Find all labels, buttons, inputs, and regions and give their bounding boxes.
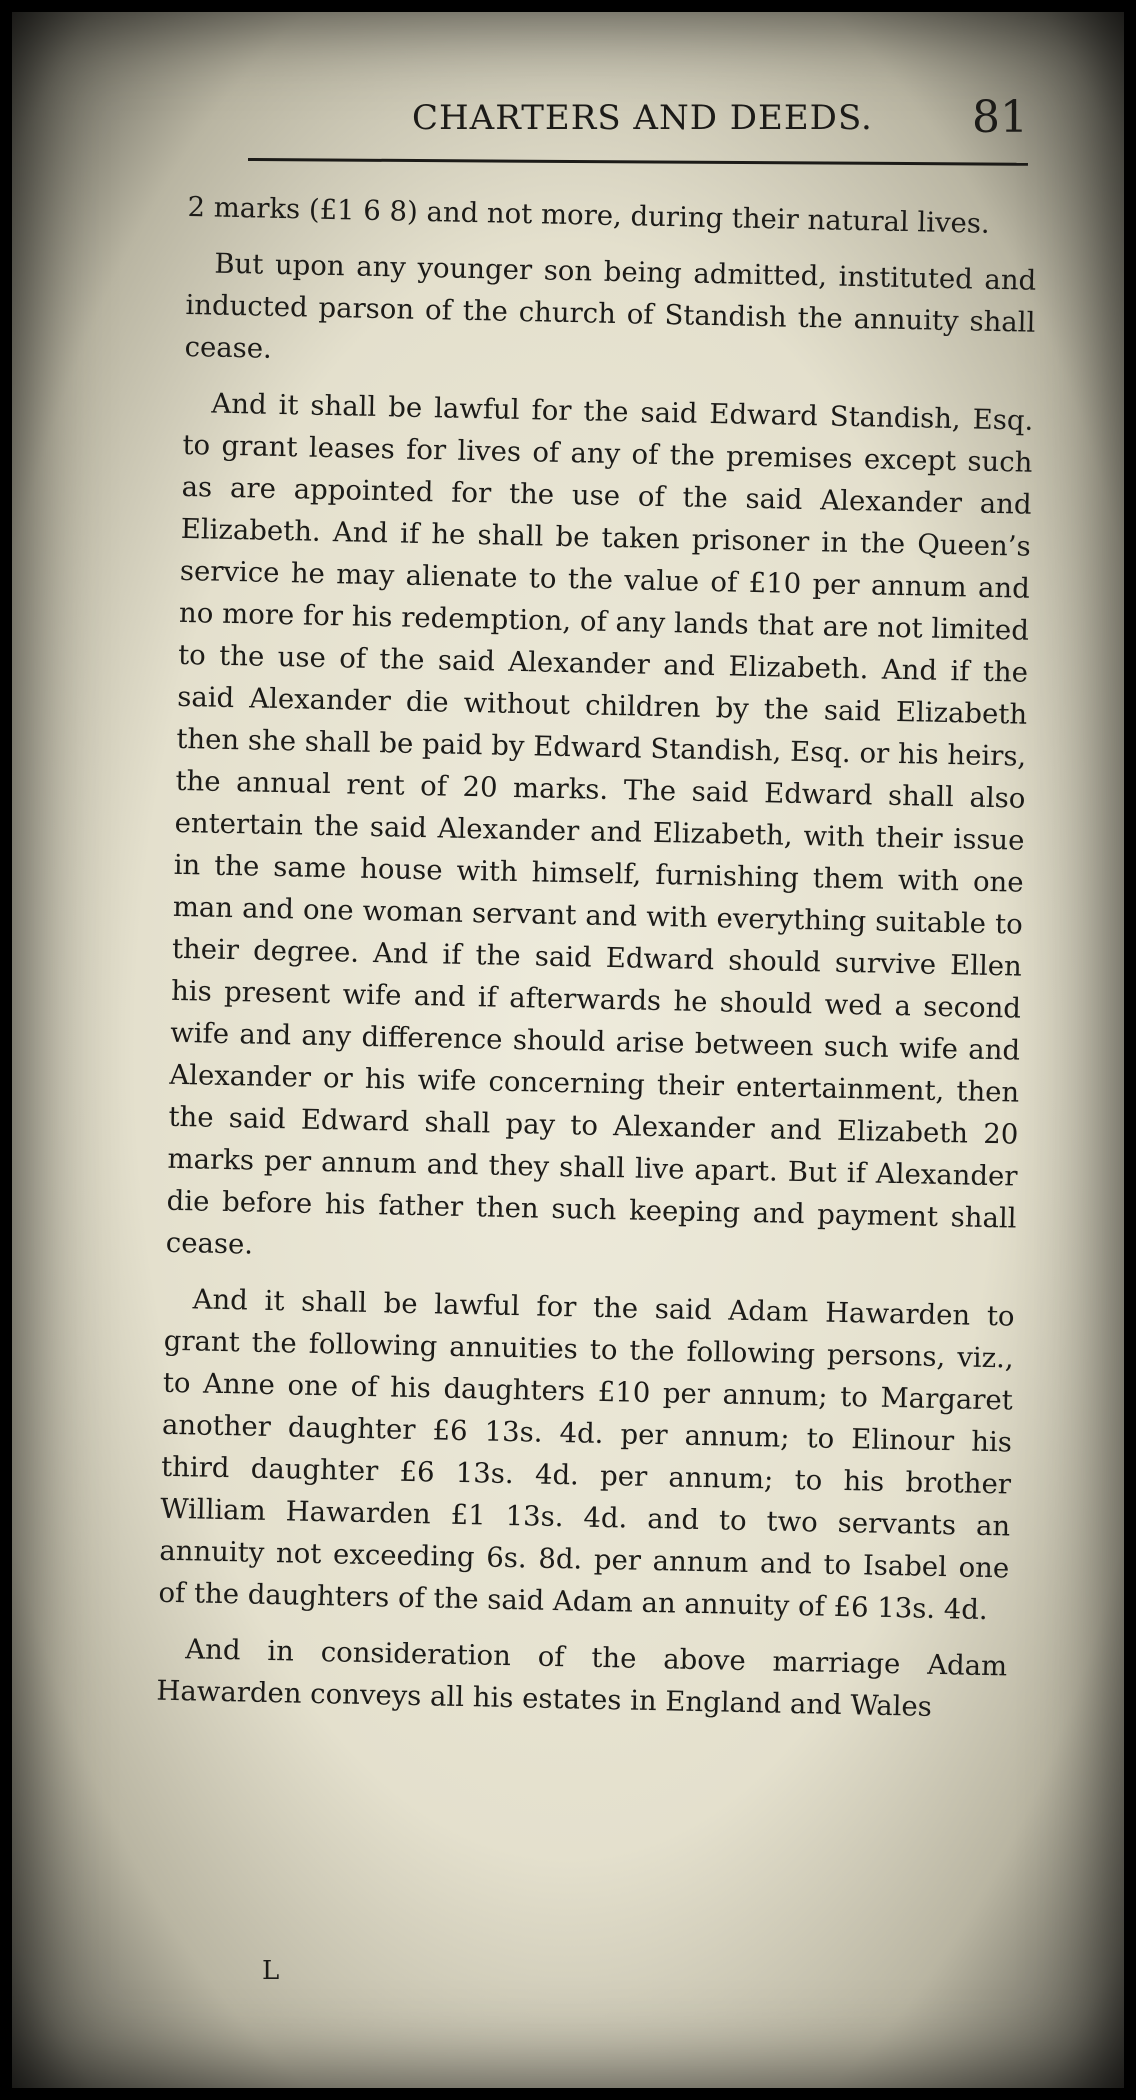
paragraph: And it shall be lawful for the said Edward Standish, Esq. to grant leases for lives of any of the premises except such as are appointed for the use of the said Alexander and Elizabeth. And if he shall be taken prisoner in the Queen’s service he may alienate to the value of £10 per annum and no more for his redemption, of any lands that are not limited to the use of the said Alexander and Elizabeth. And if the said Alexander die without children by the said Elizabeth then she shall be paid by Edward Standish, Esq. or his heirs, the annual rent of 20 marks. The said Edward shall also entertain the said Alexander and Elizabeth, with their issue in the same house with himself, furnishing them with one man and one woman servant and with everything suitable to their degree. And if the said Edward should survive Ellen his present wife and if afterwards he should wed a second wife and any difference should arise between such wife and Alexander or his wife concerning their entertainment, then the said Edward shall pay to Alexander and Elizabeth 20 marks per annum and they shall live apart. But if Alexander die before his father then such keeping and payment shall cease. — [165, 387, 1034, 1261]
body-text — [156, 186, 1038, 1743]
paragraph: But upon any younger son being admitted, instituted and inducted parson of the church of Standish the annuity shall cease. — [184, 247, 1037, 365]
page-frame — [12, 12, 1124, 2088]
header-rule — [248, 158, 1028, 166]
page-number: 81 — [972, 92, 1028, 143]
paragraph: 2 marks (£1 6 8) and not more, during their natural lives. — [187, 190, 991, 240]
book-page — [12, 12, 1124, 2088]
running-title: CHARTERS AND DEEDS. — [412, 98, 873, 138]
paragraph: And in consideration of the above marriage Adam Hawarden conveys all his estates in England and Wales — [156, 1633, 1008, 1723]
paragraph: And it shall be lawful for the said Adam Hawarden to grant the following annuities to the following persons, viz., to Anne one of his daughters £10 per annum; to Margaret another daughter £6 13s. 4d. per annum; to Elinour his third daughter £6 13s. 4d. per annum; to his brother William Hawarden £1 13s. 4d. and to two servants an annuity not exceeding 6s. 8d. per annum and to Isabel one of the daughters of the said Adam an annuity of £6 13s. 4d. — [158, 1283, 1015, 1627]
signature-mark: L — [262, 1956, 280, 1986]
